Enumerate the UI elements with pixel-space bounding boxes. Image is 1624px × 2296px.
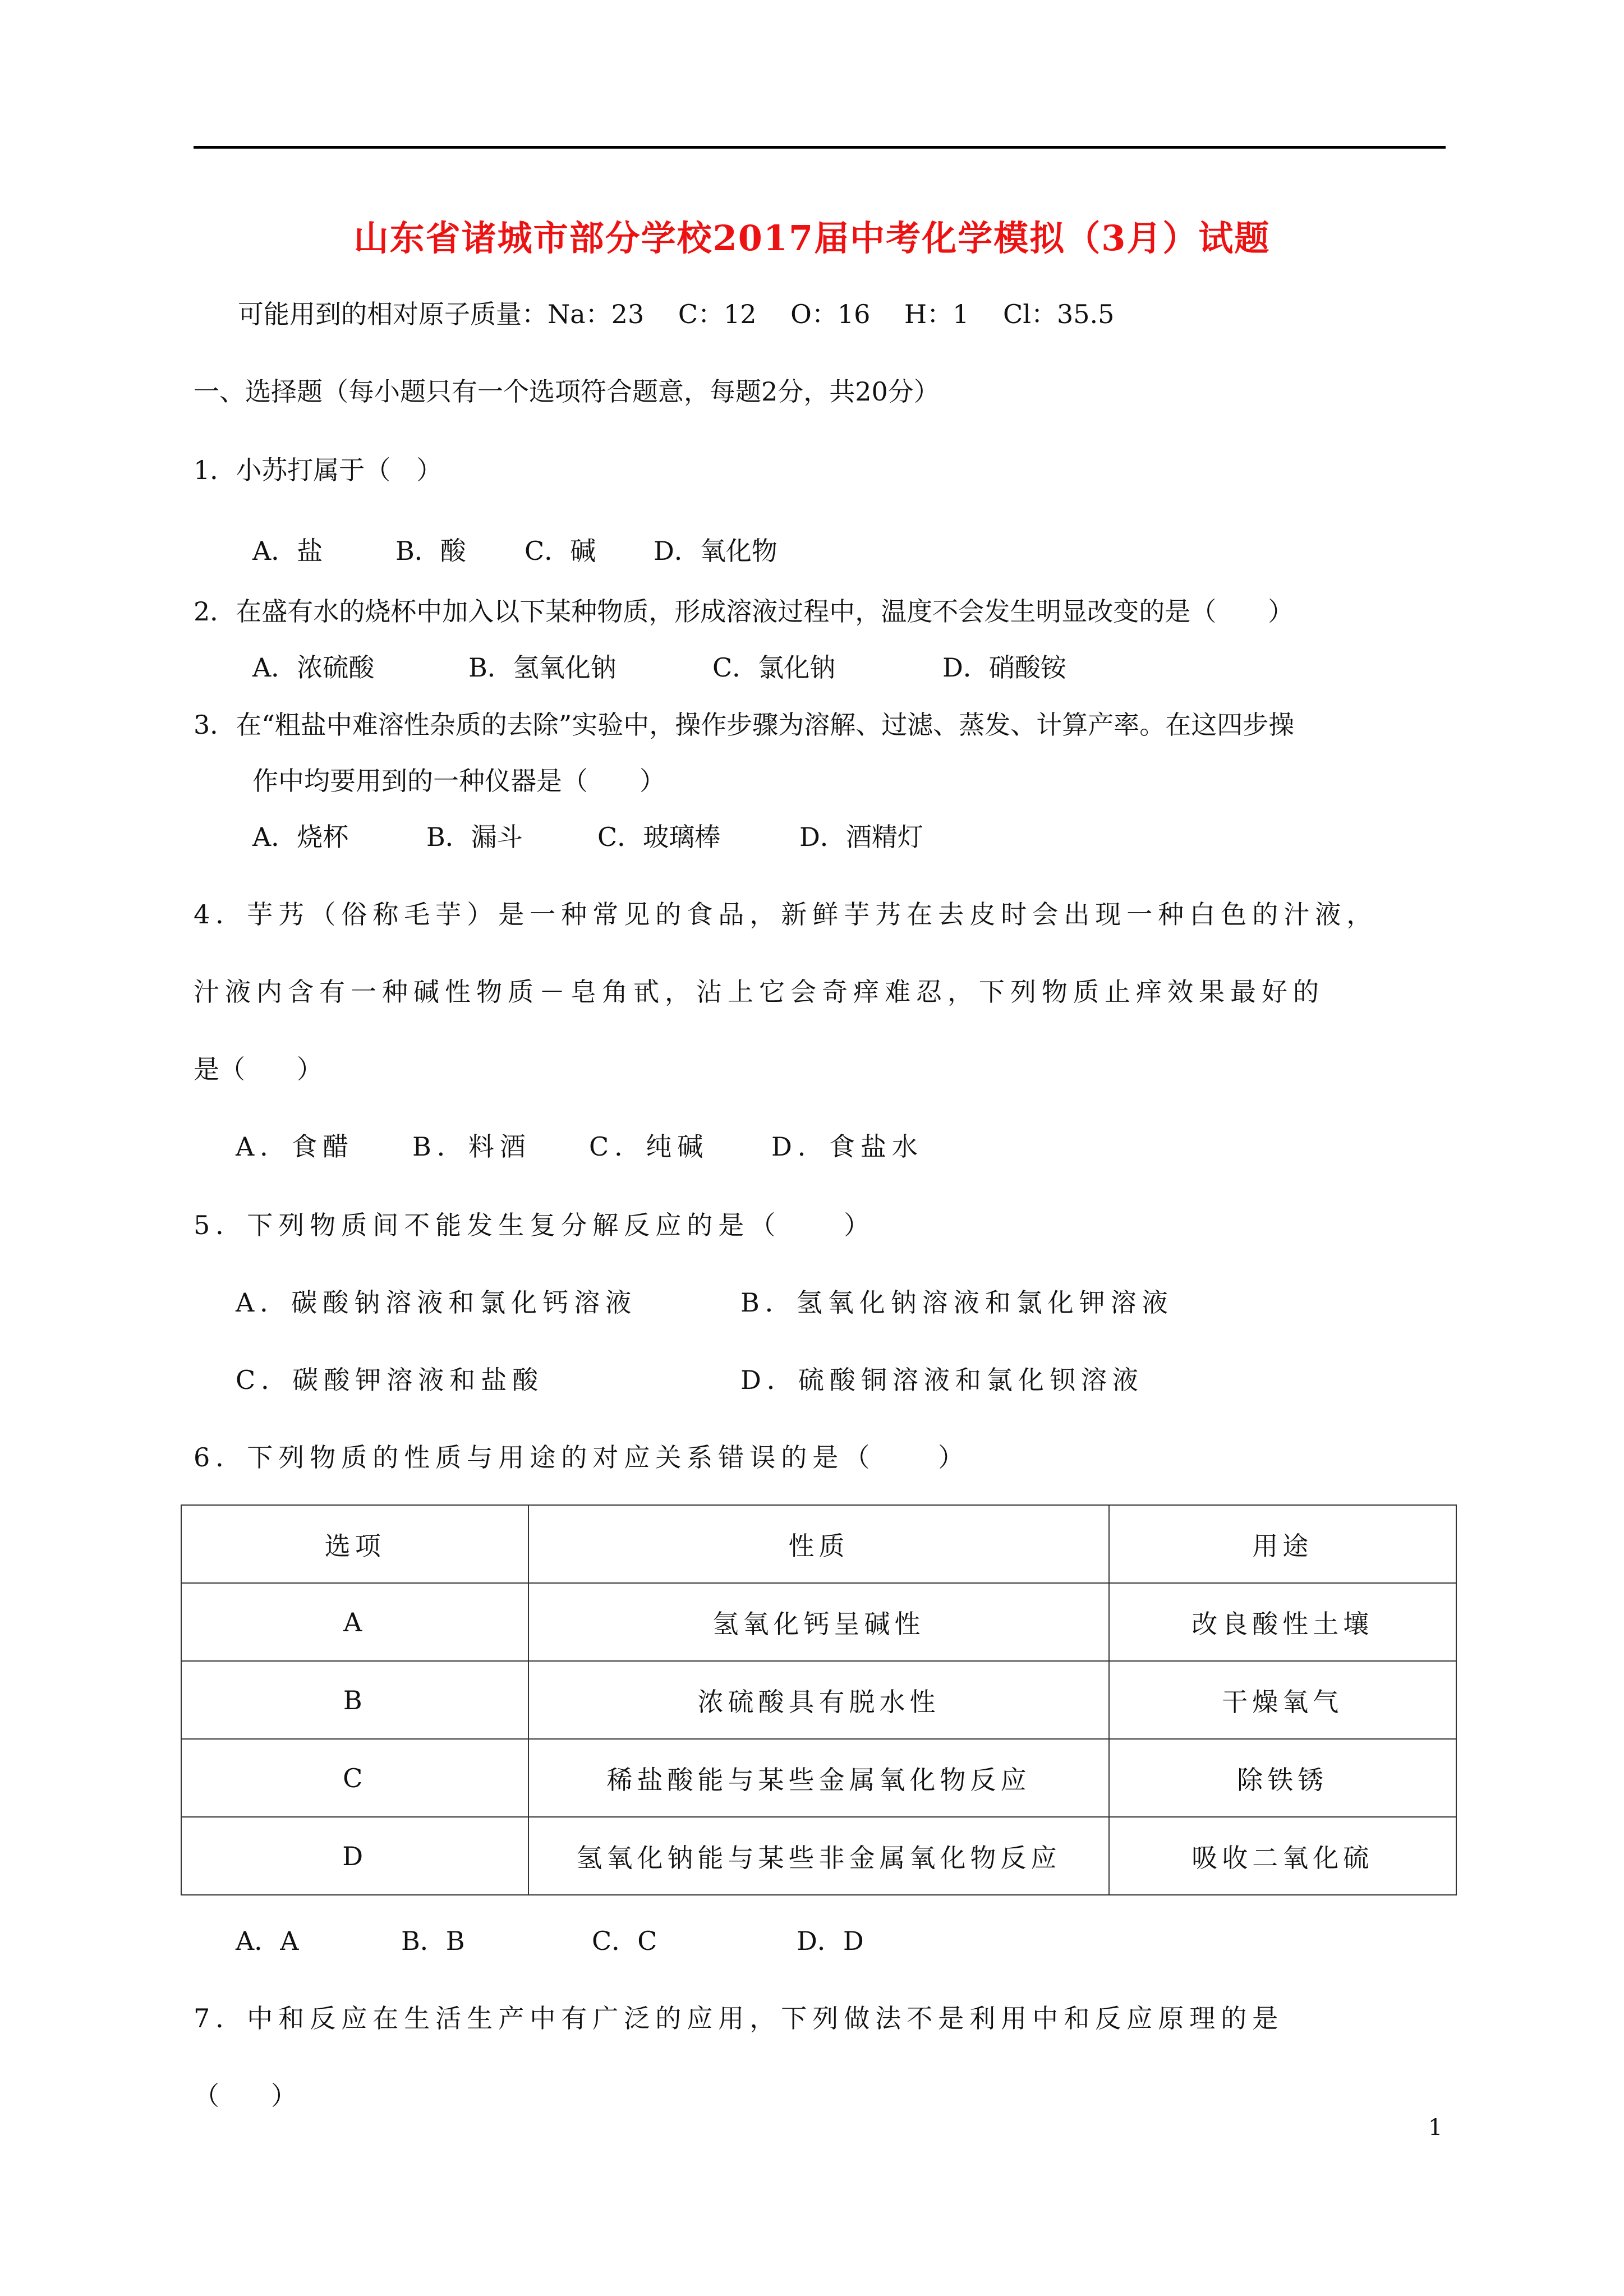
question-4-option-c: C．纯碱 bbox=[589, 1131, 709, 1162]
table-row bbox=[181, 1661, 1456, 1739]
atomic-masses: 可能用到的相对原子质量：Na：23 C：12 O：16 H：1 Cl：35.5 bbox=[238, 299, 1115, 329]
table-header-row bbox=[181, 1505, 1456, 1583]
question-6-stem: 6．下列物质的性质与用途的对应关系错误的是（ ） bbox=[194, 1442, 970, 1473]
table-row bbox=[181, 1817, 1456, 1895]
table-header-option: 选项 bbox=[181, 1505, 528, 1583]
table-cell: 改良酸性土壤 bbox=[1109, 1583, 1456, 1661]
question-6-option-a: A．A bbox=[236, 1926, 299, 1956]
question-2-stem: 2．在盛有水的烧杯中加入以下某种物质，形成溶液过程中，温度不会发生明显改变的是（ ） bbox=[194, 596, 1294, 627]
question-5-option-b: B．氢氧化钠溶液和氯化钾溶液 bbox=[740, 1287, 1174, 1318]
header-rule bbox=[194, 146, 1446, 149]
table-cell: 干燥氧气 bbox=[1109, 1661, 1456, 1739]
question-2-option-c: C．氯化钠 bbox=[712, 652, 836, 683]
question-6-option-d: D．D bbox=[797, 1926, 864, 1956]
question-3-option-c: C．玻璃棒 bbox=[597, 822, 721, 852]
table-cell: 稀盐酸能与某些金属氧化物反应 bbox=[528, 1739, 1108, 1817]
question-5-stem: 5．下列物质间不能发生复分解反应的是（ ） bbox=[194, 1210, 876, 1240]
table-cell: 吸收二氧化硫 bbox=[1109, 1817, 1456, 1895]
question-5-option-d: D．硫酸铜溶液和氯化钡溶液 bbox=[740, 1365, 1144, 1395]
page-title: 山东省诸城市部分学校2017届中考化学模拟（3月）试题 bbox=[353, 218, 1271, 259]
question-5-option-c: C．碳酸钾溶液和盐酸 bbox=[236, 1365, 544, 1395]
question-1-option-b: B．酸 bbox=[395, 536, 466, 566]
page-number: 1 bbox=[1428, 2115, 1443, 2141]
question-6-option-b: B．B bbox=[401, 1926, 465, 1956]
question-4-option-d: D．食盐水 bbox=[771, 1131, 923, 1162]
table-cell: 氢氧化钠能与某些非金属氧化物反应 bbox=[528, 1817, 1108, 1895]
question-3-option-a: A．烧杯 bbox=[252, 822, 349, 852]
question-1-stem: 1．小苏打属于（ ） bbox=[194, 455, 443, 485]
question-4-option-a: A．食醋 bbox=[236, 1131, 355, 1162]
question-3-option-d: D．酒精灯 bbox=[799, 822, 923, 852]
table-cell: B bbox=[181, 1661, 528, 1739]
question-4-stem-line-3: 是（ ） bbox=[194, 1054, 323, 1084]
table-header-use: 用途 bbox=[1109, 1505, 1456, 1583]
question-1-option-c: C．碱 bbox=[525, 536, 596, 566]
question-1-option-a: A．盐 bbox=[252, 536, 323, 566]
table-cell: 浓硫酸具有脱水性 bbox=[528, 1661, 1108, 1739]
question-4-stem-line-2: 汁液内含有一种碱性物质－皂角甙，沾上它会奇痒难忍，下列物质止痒效果最好的 bbox=[194, 977, 1324, 1007]
question-2-option-b: B．氢氧化钠 bbox=[468, 652, 617, 683]
table-row bbox=[181, 1739, 1456, 1817]
question-3-stem-line-2: 作中均要用到的一种仪器是（ ） bbox=[252, 766, 665, 796]
question-3-stem-line-1: 3．在“粗盐中难溶性杂质的去除”实验中，操作步骤为溶解、过滤、蒸发、计算产率。在这四步操 bbox=[194, 710, 1295, 740]
table-cell: 氢氧化钙呈碱性 bbox=[528, 1583, 1108, 1661]
properties-uses-table bbox=[181, 1504, 1457, 1895]
question-7-stem-line-1: 7．中和反应在生活生产中有广泛的应用，下列做法不是利用中和反应原理的是 bbox=[194, 2003, 1284, 2033]
question-2-option-d: D．硝酸铵 bbox=[942, 652, 1066, 683]
table-cell: 除铁锈 bbox=[1109, 1739, 1456, 1817]
question-2-option-a: A．浓硫酸 bbox=[252, 652, 375, 683]
question-7-stem-line-2: （ ） bbox=[194, 2081, 297, 2111]
question-5-option-a: A．碳酸钠溶液和氯化钙溶液 bbox=[236, 1287, 637, 1318]
table-cell: A bbox=[181, 1583, 528, 1661]
question-6-option-c: C．C bbox=[592, 1926, 657, 1956]
section-heading: 一、选择题（每小题只有一个选项符合题意，每题2分，共20分） bbox=[194, 376, 940, 407]
table-cell: D bbox=[181, 1817, 528, 1895]
table-header-property: 性质 bbox=[528, 1505, 1108, 1583]
question-3-option-b: B．漏斗 bbox=[426, 822, 523, 852]
table-cell: C bbox=[181, 1739, 528, 1817]
table-row bbox=[181, 1583, 1456, 1661]
question-4-stem-line-1: 4．芋艿（俗称毛芋）是一种常见的食品，新鲜芋艿在去皮时会出现一种白色的汁液， bbox=[194, 899, 1378, 930]
question-1-option-d: D．氧化物 bbox=[654, 536, 778, 566]
question-4-option-b: B．料酒 bbox=[412, 1131, 531, 1162]
